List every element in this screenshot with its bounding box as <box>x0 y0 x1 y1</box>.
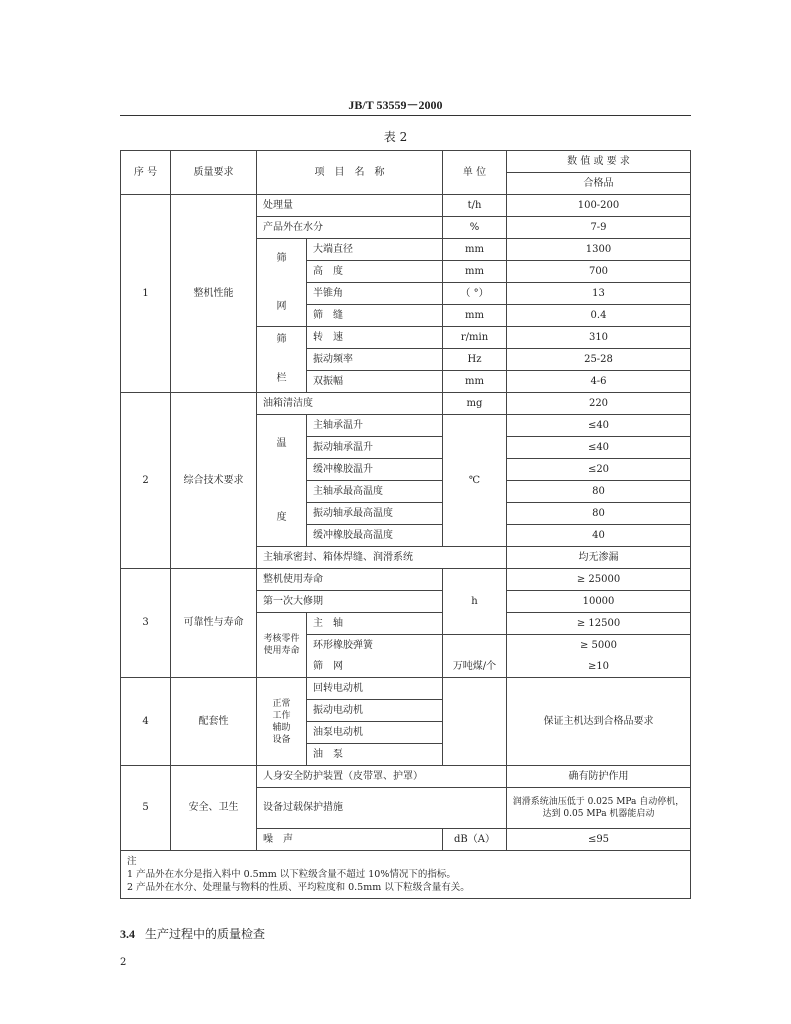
header-rule <box>120 115 691 116</box>
item-cell: 主轴承密封、箱体焊缝、润滑系统 <box>257 547 507 569</box>
item-cell: 主轴承最高温度 <box>307 481 443 503</box>
note-2: 2 产品外在水分、处理量与物料的性质、平均粒度和 0.5mm 以下粒级含量有关。 <box>127 882 470 893</box>
item-cell: 振动电动机 <box>307 700 443 722</box>
item-cell: 设备过载保护措施 <box>257 788 507 829</box>
item-cell: 产品外在水分 <box>257 217 443 239</box>
unit-cell <box>443 678 507 766</box>
unit-cell: ℃ <box>443 415 507 547</box>
group-no: 2 <box>121 393 171 569</box>
col-item: 项 目 名 称 <box>257 151 443 195</box>
page-number: 2 <box>120 957 127 968</box>
table-row <box>121 678 691 700</box>
item-cell: 高 度 <box>307 261 443 283</box>
item-cell: 主轴承温升 <box>307 415 443 437</box>
group-name: 整机性能 <box>171 195 257 393</box>
item-cell: 油箱清洁度 <box>257 393 443 415</box>
table-row <box>121 393 691 415</box>
unit-cell: mm <box>443 239 507 261</box>
item-cell: 油 泵 <box>307 744 443 766</box>
unit-cell: 万吨煤/个 <box>443 656 507 678</box>
section-number: 3.4 <box>120 927 135 941</box>
group-name: 综合技术要求 <box>171 393 257 569</box>
table-caption: 表 2 <box>383 130 408 144</box>
table-row <box>121 766 691 788</box>
item-cell: 处理量 <box>257 195 443 217</box>
value-cell: 100-200 <box>507 195 691 217</box>
item-cell: 主 轴 <box>307 613 443 635</box>
subgroup-basket: 筛 栏 <box>257 327 307 393</box>
value-cell: 80 <box>507 503 691 525</box>
col-no: 序 号 <box>121 151 171 195</box>
value-cell: 220 <box>507 393 691 415</box>
unit-cell: mm <box>443 261 507 283</box>
table-row <box>121 569 691 591</box>
group-no: 3 <box>121 569 171 678</box>
item-cell: 环形橡胶弹簧 <box>307 635 443 657</box>
item-cell: 第一次大修期 <box>257 591 443 613</box>
item-cell: 振动轴承最高温度 <box>307 503 443 525</box>
value-cell: ≤40 <box>507 415 691 437</box>
item-cell: 振动轴承温升 <box>307 437 443 459</box>
group-no: 5 <box>121 766 171 851</box>
value-cell: 保证主机达到合格品要求 <box>507 678 691 766</box>
value-cell: 700 <box>507 261 691 283</box>
subgroup-temperature: 温 度 <box>257 415 307 547</box>
col-quality: 质量要求 <box>171 151 257 195</box>
unit-cell: h <box>443 569 507 635</box>
item-cell: 双振幅 <box>307 371 443 393</box>
value-cell: 润滑系统油压低于 0.025 MPa 自动停机，达到 0.05 MPa 机器能启动 <box>507 788 691 829</box>
value-cell: ≥ 5000 <box>507 635 691 657</box>
unit-cell: Hz <box>443 349 507 371</box>
value-cell: 40 <box>507 525 691 547</box>
value-cell: ≥10 <box>507 656 691 678</box>
unit-cell: （ °） <box>443 283 507 305</box>
item-cell: 半锥角 <box>307 283 443 305</box>
item-cell: 振动频率 <box>307 349 443 371</box>
value-cell: ≤95 <box>507 829 691 851</box>
section-title: 生产过程中的质量检查 <box>145 927 266 941</box>
unit-cell: r/min <box>443 327 507 349</box>
item-cell: 缓冲橡胶最高温度 <box>307 525 443 547</box>
value-cell: ≤20 <box>507 459 691 481</box>
col-value-sub: 合格品 <box>507 173 691 195</box>
group-name: 安全、卫生 <box>171 766 257 851</box>
section-heading <box>120 925 265 942</box>
group-no: 1 <box>121 195 171 393</box>
col-value-group: 数 值 或 要 求 <box>507 151 691 173</box>
value-cell: 80 <box>507 481 691 503</box>
notes-row <box>121 851 691 899</box>
value-cell: ≥ 25000 <box>507 569 691 591</box>
item-cell: 噪 声 <box>257 829 443 851</box>
group-no: 4 <box>121 678 171 766</box>
value-cell: 确有防护作用 <box>507 766 691 788</box>
value-cell: 4-6 <box>507 371 691 393</box>
notes-cell <box>121 851 691 899</box>
unit-cell: mm <box>443 305 507 327</box>
value-cell: 0.4 <box>507 305 691 327</box>
item-cell: 整机使用寿命 <box>257 569 443 591</box>
value-cell: 7-9 <box>507 217 691 239</box>
table-row <box>121 195 691 217</box>
unit-cell: t/h <box>443 195 507 217</box>
subgroup-aux-equipment: 正常工作辅助设备 <box>257 678 307 766</box>
value-cell: 13 <box>507 283 691 305</box>
unit-cell: mm <box>443 371 507 393</box>
unit-cell: % <box>443 217 507 239</box>
item-cell: 缓冲橡胶温升 <box>307 459 443 481</box>
unit-cell: mg <box>443 393 507 415</box>
item-cell: 筛 网 <box>307 656 443 678</box>
item-cell: 转 速 <box>307 327 443 349</box>
item-cell: 人身安全防护装置（皮带罩、护罩） <box>257 766 507 788</box>
value-cell: 10000 <box>507 591 691 613</box>
subgroup-screen: 筛 网 <box>257 239 307 327</box>
item-cell: 大端直径 <box>307 239 443 261</box>
value-cell: 310 <box>507 327 691 349</box>
value-cell: 均无渗漏 <box>507 547 691 569</box>
notes-title: 注 <box>127 856 137 867</box>
unit-cell: dB（A） <box>443 829 507 851</box>
value-cell: ≤40 <box>507 437 691 459</box>
value-cell: ≥ 12500 <box>507 613 691 635</box>
group-name: 可靠性与寿命 <box>171 569 257 678</box>
value-cell: 1300 <box>507 239 691 261</box>
item-cell: 回转电动机 <box>307 678 443 700</box>
document-header: JB/T 53559－2000 <box>348 98 443 112</box>
item-cell: 油泵电动机 <box>307 722 443 744</box>
item-cell: 筛 缝 <box>307 305 443 327</box>
unit-cell <box>443 635 507 657</box>
group-name: 配套性 <box>171 678 257 766</box>
note-1: 1 产品外在水分是指入料中 0.5mm 以下粒级含量不超过 10%情况下的指标。 <box>127 869 456 880</box>
quality-requirements-table <box>120 150 691 899</box>
value-cell: 25-28 <box>507 349 691 371</box>
col-unit: 单 位 <box>443 151 507 195</box>
subgroup-parts-life: 考核零件使用寿命 <box>257 613 307 678</box>
table-header-row <box>121 151 691 173</box>
